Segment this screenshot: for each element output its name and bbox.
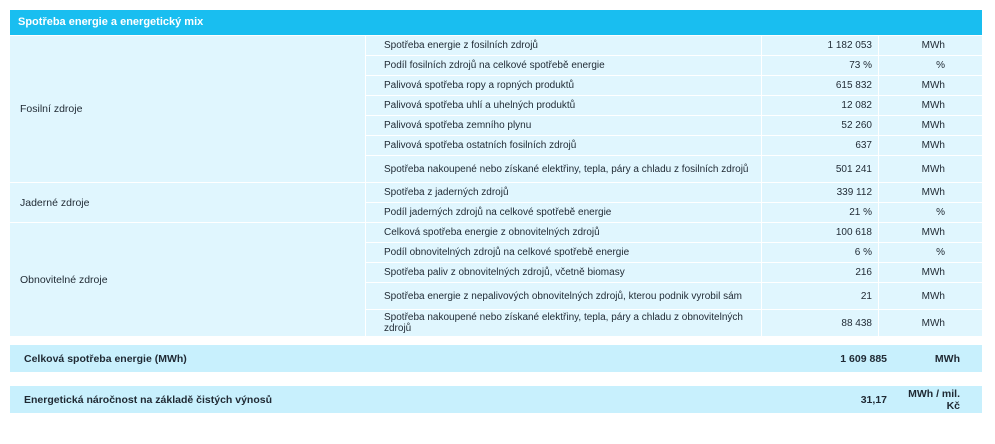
row-unit: MWh	[879, 76, 982, 95]
table-row	[366, 36, 982, 55]
table-title: Spotřeba energie a energetický mix	[10, 10, 982, 35]
row-label: Podíl obnovitelných zdrojů na celkové spotřebě energie	[366, 243, 761, 262]
table-row	[366, 136, 982, 155]
row-value: 21 %	[762, 203, 878, 222]
intensity-value: 31,17	[860, 393, 887, 406]
row-unit: MWh	[879, 116, 982, 135]
row-value: 21	[762, 283, 878, 309]
row-label: Podíl jaderných zdrojů na celkové spotřebě energie	[366, 203, 761, 222]
row-label: Podíl fosilních zdrojů na celkové spotřebě energie	[366, 56, 761, 75]
row-value: 52 260	[762, 116, 878, 135]
row-label: Palivová spotřeba ostatních fosilních zdrojů	[366, 136, 761, 155]
table-row	[366, 310, 982, 336]
row-value: 339 112	[762, 183, 878, 202]
row-unit: %	[879, 203, 982, 222]
energy-table	[10, 10, 982, 413]
table-row	[366, 156, 982, 182]
row-unit: %	[879, 56, 982, 75]
row-label: Celková spotřeba energie z obnovitelných zdrojů	[366, 223, 761, 242]
row-value: 615 832	[762, 76, 878, 95]
table-row	[366, 76, 982, 95]
table-row	[366, 243, 982, 262]
row-unit: MWh	[879, 283, 982, 309]
row-label: Spotřeba paliv z obnovitelných zdrojů, včetně biomasy	[366, 263, 761, 282]
row-unit: MWh	[879, 156, 982, 182]
spacer	[10, 336, 982, 345]
row-unit: MWh	[879, 96, 982, 115]
total-label: Celková spotřeba energie (MWh)	[24, 352, 187, 365]
table-group	[10, 223, 982, 336]
table-body	[10, 36, 982, 336]
row-value: 73 %	[762, 56, 878, 75]
row-value: 88 438	[762, 310, 878, 336]
table-group	[10, 36, 982, 182]
table-row	[366, 116, 982, 135]
table-row	[366, 203, 982, 222]
row-unit: MWh	[879, 223, 982, 242]
row-label: Spotřeba energie z fosilních zdrojů	[366, 36, 761, 55]
group-label: Jaderné zdroje	[10, 183, 365, 222]
group-rows	[366, 36, 982, 182]
row-unit: MWh	[879, 36, 982, 55]
table-row	[366, 96, 982, 115]
row-value: 12 082	[762, 96, 878, 115]
row-unit: MWh	[879, 136, 982, 155]
row-value: 100 618	[762, 223, 878, 242]
row-label: Spotřeba energie z nepalivových obnovitelných zdrojů, kterou podnik vyrobil sám	[366, 283, 761, 309]
intensity-unit: MWh / mil. Kč	[908, 387, 960, 412]
row-value: 1 182 053	[762, 36, 878, 55]
table-row	[366, 223, 982, 242]
row-label: Palivová spotřeba ropy a ropných produktů	[366, 76, 761, 95]
intensity-row	[10, 386, 982, 413]
table-group	[10, 183, 982, 222]
row-unit: MWh	[879, 183, 982, 202]
row-unit: MWh	[879, 263, 982, 282]
intensity-label: Energetická náročnost na základě čistých výnosů	[24, 393, 273, 406]
row-value: 6 %	[762, 243, 878, 262]
group-rows	[366, 183, 982, 222]
group-label: Fosilní zdroje	[10, 36, 365, 182]
total-row	[10, 345, 982, 372]
row-value: 501 241	[762, 156, 878, 182]
row-value: 637	[762, 136, 878, 155]
row-label: Spotřeba nakoupené nebo získané elektřiny, tepla, páry a chladu z fosilních zdrojů	[366, 156, 761, 182]
row-value: 216	[762, 263, 878, 282]
group-label: Obnovitelné zdroje	[10, 223, 365, 336]
total-unit: MWh	[934, 352, 960, 365]
row-unit: %	[879, 243, 982, 262]
table-row	[366, 183, 982, 202]
row-unit: MWh	[879, 310, 982, 336]
group-rows	[366, 223, 982, 336]
row-label: Palivová spotřeba uhlí a uhelných produktů	[366, 96, 761, 115]
spacer	[10, 372, 982, 386]
total-value: 1 609 885	[840, 352, 887, 365]
row-label: Palivová spotřeba zemního plynu	[366, 116, 761, 135]
table-row	[366, 263, 982, 282]
table-row	[366, 56, 982, 75]
row-label: Spotřeba z jaderných zdrojů	[366, 183, 761, 202]
row-label: Spotřeba nakoupené nebo získané elektřiny, tepla, páry a chladu z obnovitelných zdrojů	[366, 310, 761, 336]
table-row	[366, 283, 982, 309]
